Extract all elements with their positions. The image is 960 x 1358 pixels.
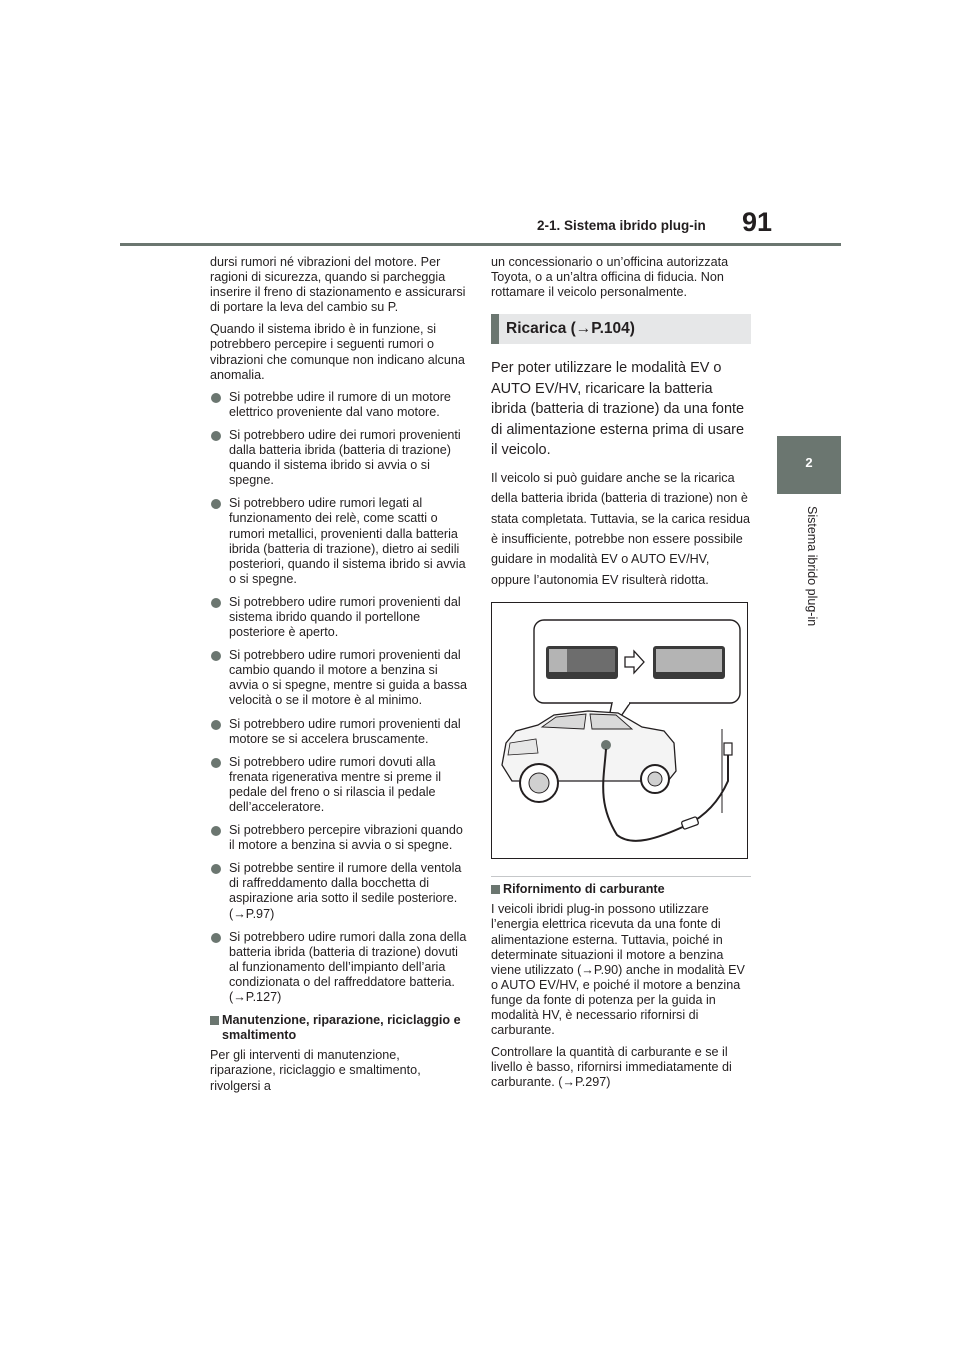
bullet-icon	[211, 393, 221, 403]
list-item	[210, 648, 468, 708]
list-item	[210, 595, 468, 640]
section-header: 2-1. Sistema ibrido plug-in	[537, 218, 706, 233]
bullet-icon	[211, 499, 221, 509]
list-item	[210, 930, 468, 1005]
bullet-icon	[211, 720, 221, 730]
list-item	[210, 428, 468, 488]
right-column	[491, 255, 751, 1097]
chapter-number: 2	[805, 455, 813, 470]
bullet-icon	[211, 431, 221, 441]
bullet-icon	[211, 933, 221, 943]
header-rule	[120, 243, 841, 246]
bullet-icon	[211, 651, 221, 661]
fuel-paragraph: I veicoli ibridi plug-in possono utilizzare l’energia elettrica ricevuta da una fonte di alimentazione esterna. Tuttavia, poiché in determinate situazioni il motore a benzina viene utilizzato (→P.90) anche in modalità EV o AUTO EV/HV, e poiché il motore a benzina funge da fonte di potenza per la guida in modalità HV, è necessario rifornirsi di carburante.	[491, 902, 745, 1038]
bullet-icon	[211, 598, 221, 608]
chapter-title: Sistema ibrido plug-in	[805, 506, 819, 627]
list-item-text: Si potrebbe sentire il rumore della ventola di raffreddamento dalla bocchetta di aspirazione aria sotto il sedile posteriore. (→P.97)	[229, 861, 462, 921]
fuel-paragraph: Controllare la quantità di carburante e se il livello è basso, rifornirsi immediatamente di carburante. (→P.297)	[491, 1045, 732, 1090]
maintenance-text: Per gli interventi di manutenzione, riparazione, riciclaggio e smaltimento, rivolgersi a	[210, 1048, 421, 1093]
list-item-text: Si potrebbero udire rumori provenienti dal cambio quando il motore a benzina si avvia o si spegne, mentre si guida a bassa velocità o se il motore è al minimo.	[229, 648, 468, 708]
fuel-heading: Rifornimento di carburante	[491, 882, 751, 897]
intro-paragraph: Quando il sistema ibrido è in funzione, si potrebbero percepire i seguenti rumori o vibrazioni che comunque non indicano alcuna anomalia.	[210, 322, 465, 382]
car-charging-illustration	[492, 603, 747, 858]
left-column	[210, 255, 468, 1101]
maintenance-heading: Manutenzione, riparazione, riciclaggio e smaltimento	[210, 1013, 468, 1043]
list-item	[210, 717, 468, 747]
charging-lead: Per poter utilizzare le modalità EV o AUTO EV/HV, ricaricare la batteria ibrida (batteria di trazione) da una fonte di alimentazione esterna prima di usare il veicolo.	[491, 360, 745, 459]
bullet-icon	[211, 864, 221, 874]
list-item-text: Si potrebbero udire rumori dalla zona della batteria ibrida (batteria di trazione) dovuti al funzionamento dell’impianto dell’aria condizionata o del raffreddatore batteria. (→P.127)	[229, 929, 467, 1005]
list-item	[210, 823, 468, 853]
chapter-tab	[777, 436, 841, 494]
list-item-text: Si potrebbero udire rumori provenienti dal sistema ibrido quando il portellone posteriore è aperto.	[229, 594, 461, 640]
list-item	[210, 861, 468, 921]
list-item-text: Si potrebbero percepire vibrazioni quando il motore a benzina si avvia o si spegne.	[229, 823, 463, 853]
list-item-text: Si potrebbe udire il rumore di un motore elettrico proveniente dal vano motore.	[229, 389, 451, 419]
bullet-icon	[211, 758, 221, 768]
list-item-text: Si potrebbero udire rumori legati al funzionamento dei relè, come scatti o rumori metallici, provenienti dalla batteria ibrida (batteria di trazione), dietro ai sedili posteriori, quando il sistema ibrido si avvia o si spegne.	[229, 496, 466, 586]
page-number: 91	[742, 207, 773, 237]
list-item-text: Si potrebbero udire dei rumori provenienti dalla batteria ibrida (batteria di trazione) quando il sistema ibrido si avvia o si spegne.	[229, 427, 461, 488]
square-bullet-icon	[210, 1016, 219, 1025]
charging-illustration	[491, 602, 748, 859]
intro-paragraph: dursi rumori né vibrazioni del motore. Per ragioni di sicurezza, quando si parcheggia inserire il freno di stazionamento e assicurarsi di portare la leva del cambio su P.	[210, 255, 466, 315]
bullet-icon	[211, 826, 221, 836]
charging-body: Il veicolo si può guidare anche se la ricarica della batteria ibrida (batteria di trazione) non è stata completata. Tuttavia, se la carica residua è insufficiente, potrebbe non essere possibile guidare in modalità EV o AUTO EV/HV, oppure l’autonomia EV risulterà ridotta.	[491, 470, 751, 587]
list-item	[210, 390, 468, 420]
list-item	[210, 496, 468, 587]
list-item	[210, 755, 468, 815]
charging-heading: Ricarica (→P.104)	[491, 314, 751, 344]
continued-paragraph: un concessionario o un’officina autorizzata Toyota, o a un’altra officina di fiducia. Non rottamare il veicolo personalmente.	[491, 255, 729, 300]
divider	[491, 876, 751, 877]
square-bullet-icon	[491, 885, 500, 894]
list-item-text: Si potrebbero udire rumori provenienti dal motore se si accelera bruscamente.	[229, 716, 461, 746]
list-item-text: Si potrebbero udire rumori dovuti alla frenata rigenerativa mentre si preme il pedale del freno o si rilascia il pedale dell’acceleratore.	[229, 754, 442, 814]
